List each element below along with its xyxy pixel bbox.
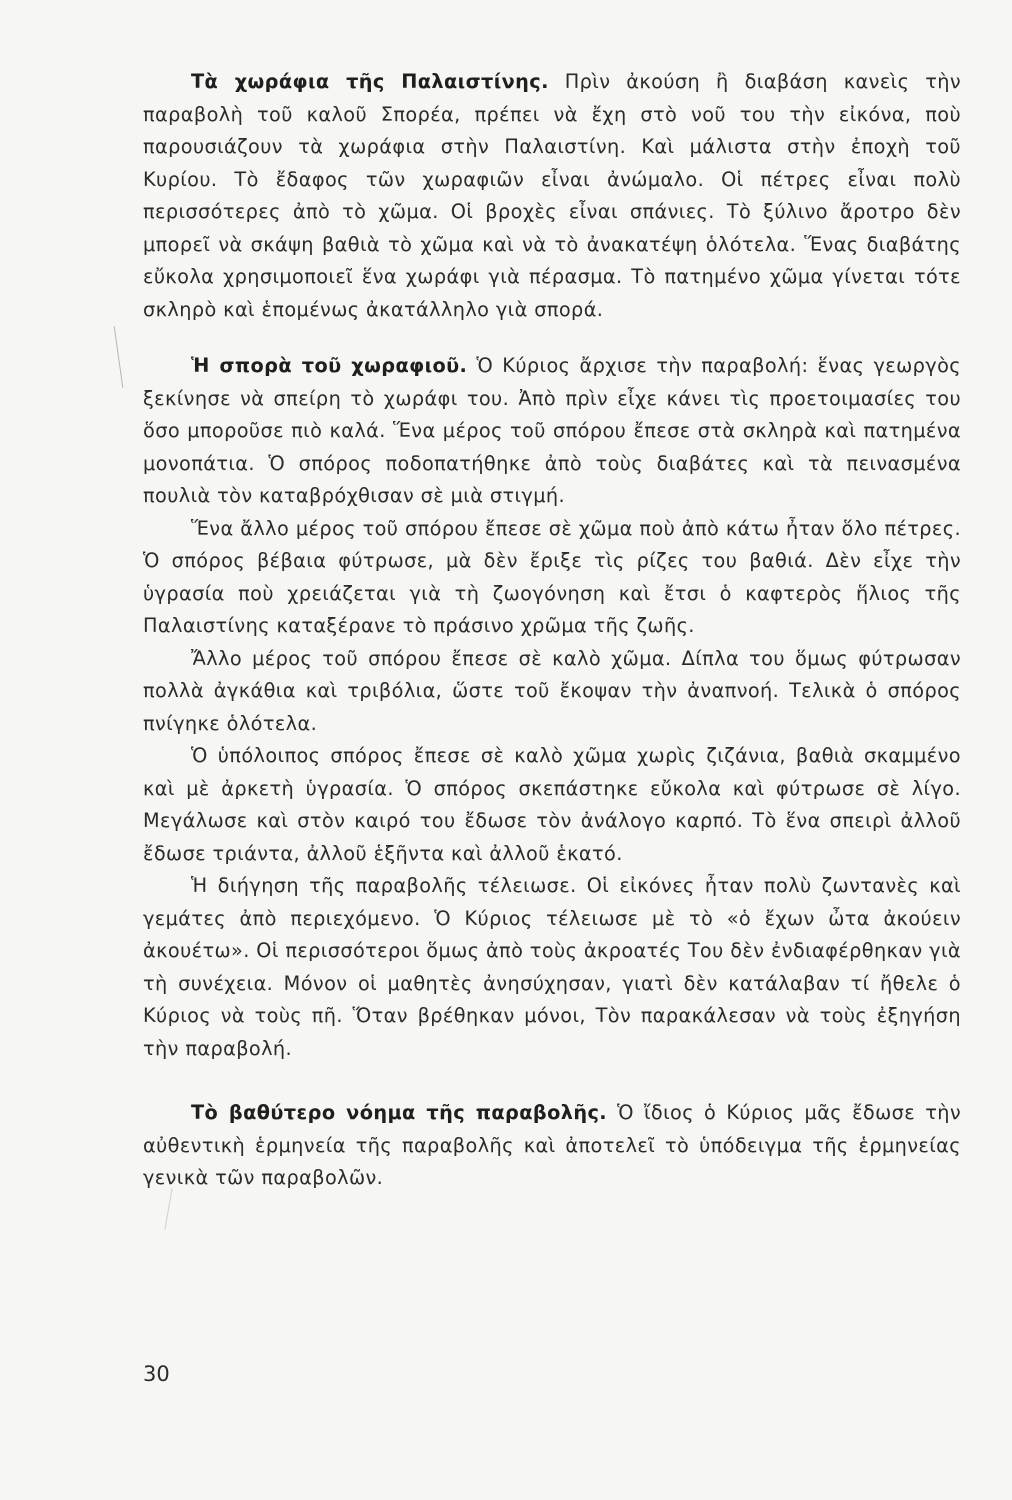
page-body <box>143 66 961 1195</box>
paragraph-rocky-soil: Ἕνα ἄλλο μέρος τοῦ σπόρου ἔπεσε σὲ χῶμα ποὺ ἀπὸ κάτω ἦταν ὅλο πέτρες. Ὁ σπόρος βέβαια φύτρωσε, μὰ δὲν ἔριξε τὶς ρίζες του βαθιά. Δὲν εἶχε τὴν ὑγρασία ποὺ χρειάζεται γιὰ τὴ ζωογόνηση καὶ ἔτσι ὁ καφτερὸς ἥλιος τῆς Παλαιστίνης καταξέρανε τὸ πράσινο χρῶμα τῆς ζωῆς. <box>143 516 961 637</box>
pencil-margin-mark <box>114 326 124 388</box>
paragraph-end-of-story: Ἡ διήγηση τῆς παραβολῆς τέλειωσε. Οἱ εἰκόνες ἦταν πολὺ ζωντανὲς καὶ γεμάτες ἀπὸ περιεχόμενο. Ὁ Κύριος τέλειωσε μὲ τὸ «ὁ ἔχων ὦτα ἀκούειν ἀκουέτω». Οἱ περισσότεροι ὅμως ἀπὸ τοὺς ἀκροατές Του δὲν ἐνδιαφέρθηκαν γιὰ τὴ συνέχεια. Μόνον οἱ μαθητὲς ἀνησύχησαν, γιατὶ δὲν κατάλαβαν τί ἤθελε ὁ Κύριος νὰ τοὺς πῆ. Ὅταν βρέθηκαν μόνοι, Τὸν παρακάλεσαν νὰ τοὺς ἐξηγήση τὴν παραβολή. <box>143 874 961 1060</box>
paragraph-text: Πρὶν ἀκούση ἢ διαβάση κανεὶς τὴν παραβολὴ τοῦ καλοῦ Σπορέα, πρέπει νὰ ἔχη στὸ νοῦ του τὴν εἰκόνα, ποὺ παρουσιάζουν τὰ χωράφια στὴν Παλαιστίνη. Καὶ μάλιστα στὴν ἐποχὴ τοῦ Κυρίου. Τὸ ἔδαφος τῶν χωραφιῶν εἶναι ἀνώμαλο. Οἱ πέτρες εἶναι πολὺ περισσότερες ἀπὸ τὸ χῶμα. Οἱ βροχὲς εἶναι σπάνιες. Τὸ ξύλινο ἄροτρο δὲν μπορεῖ νὰ σκάψη βαθιὰ τὸ χῶμα καὶ νὰ τὸ ἀνακατέψη ὁλότελα. Ἕνας διαβάτης εὔκολα χρησιμοποιεῖ ἕνα χωράφι γιὰ πέρασμα. Τὸ πατημένο χῶμα γίνεται τότε σκληρὸ καὶ ἑπομένως ἀκατάλληλο γιὰ σπορά. <box>143 70 961 321</box>
section-heading: Τὰ χωράφια τῆς Παλαιστίνης. <box>191 70 549 93</box>
paragraph-text: Ὁ ἴδιος ὁ Κύριος μᾶς ἔδωσε τὴν αὐθεντικὴ ἑρμηνεία τῆς παραβολῆς καὶ ἀποτελεῖ τὸ ὑπόδειγμα τῆς ἑρμηνείας γενικὰ τῶν παραβολῶν. <box>143 1101 961 1189</box>
paragraph-sowing-intro <box>143 350 961 513</box>
paragraph-deeper-meaning <box>143 1097 961 1195</box>
paragraph-text: Ὁ Κύριος ἄρχισε τὴν παραβολή: ἕνας γεωργὸς ξεκίνησε νὰ σπείρη τὸ χωράφι του. Ἀπὸ πρὶν εἶχε κάνει τὶς προετοιμασίες του ὅσο μποροῦσε πιὸ καλά. Ἕνα μέρος τοῦ σπόρου ἔπεσε στὰ σκληρὰ καὶ πατημένα μονοπάτια. Ὁ σπόρος ποδοπατήθηκε ἀπὸ τοὺς διαβάτες καὶ τὰ πεινασμένα πουλιὰ τὸν καταβρόχθισαν σὲ μιὰ στιγμή. <box>143 354 961 507</box>
paragraph-thorns: Ἄλλο μέρος τοῦ σπόρου ἔπεσε σὲ καλὸ χῶμα. Δίπλα του ὅμως φύτρωσαν πολλὰ ἀγκάθια καὶ τριβόλια, ὥστε τοῦ ἔκοψαν τὴν ἀναπνοή. Τελικὰ ὁ σπόρος πνίγηκε ὁλότελα. <box>143 646 961 735</box>
paragraph-fields-of-palestine <box>143 66 961 326</box>
section-heading: Ἡ σπορὰ τοῦ χωραφιοῦ. <box>191 354 468 377</box>
paragraph-good-soil: Ὁ ὑπόλοιπος σπόρος ἔπεσε σὲ καλὸ χῶμα χωρὶς ζιζάνια, βαθιὰ σκαμμένο καὶ μὲ ἀρκετὴ ὑγρασία. Ὁ σπόρος σκεπάστηκε εὔκολα καὶ φύτρωσε σὲ λίγο. Μεγάλωσε καὶ στὸν καιρό του ἔδωσε τὸν ἀνάλογο καρπό. Τὸ ἕνα σπειρὶ ἀλλοῦ ἔδωσε τριάντα, ἀλλοῦ ἑξῆντα καὶ ἀλλοῦ ἑκατό. <box>143 744 961 865</box>
section-heading: Τὸ βαθύτερο νόημα τῆς παραβολῆς. <box>191 1101 608 1124</box>
page-number: 30 <box>143 1362 170 1386</box>
